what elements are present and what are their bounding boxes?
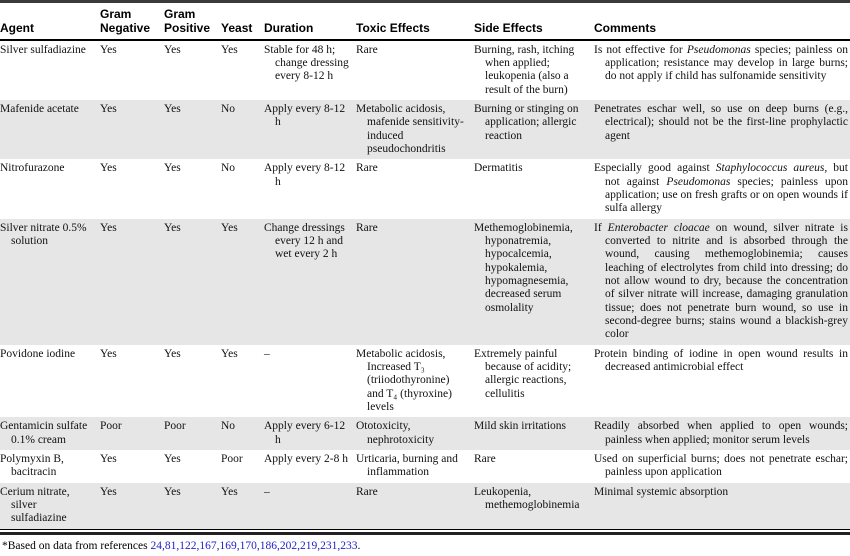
cell-yeast: Yes: [221, 221, 238, 234]
cell-duration: Apply every 8-12 h: [264, 103, 346, 129]
cell-side-effects: Burning, rash, itching when applied; leukopenia (also a result of the burn): [474, 43, 575, 96]
cell-agent: Nitrofurazone: [0, 162, 65, 175]
cell-agent: Cerium nitrate, silver sulfadiazine: [0, 485, 70, 525]
column-header-yeast: Yeast: [221, 2, 264, 40]
cell-comments: Protein binding of iodine in open wound results in decreased antimicrobial effect: [594, 347, 848, 373]
cell-comments: Penetrates eschar well, so use on deep burns (e.g., electrical); should not be the first-line prophylactic agent: [594, 103, 848, 142]
cell-gram-positive: Yes: [164, 162, 181, 175]
column-header-duration: Duration: [264, 2, 356, 40]
table-footnote: [0, 535, 850, 556]
cell-gram-positive: Yes: [164, 452, 181, 465]
cell-duration: –: [264, 485, 270, 498]
cell-comments: Minimal systemic absorption: [594, 485, 729, 498]
cell-agent: Mafenide acetate: [0, 103, 79, 116]
cell-toxic-effects: Rare: [356, 162, 378, 175]
cell-yeast: Yes: [221, 43, 238, 56]
table-row: [0, 219, 850, 345]
cell-side-effects: Dermatitis: [474, 162, 523, 175]
cell-toxic-effects: Rare: [356, 221, 378, 234]
footnote-period: .: [357, 539, 361, 552]
cell-gram-negative: Yes: [100, 485, 117, 498]
cell-agent: Silver nitrate 0.5% solution: [0, 221, 87, 248]
column-header-gram-negative: Gram Negative: [100, 2, 164, 40]
cell-gram-negative: Yes: [100, 162, 117, 175]
cell-gram-negative: Yes: [100, 103, 117, 116]
cell-comments: If Enterobacter cloacae on wound, silver nitrate is converted to nitrite and is absorbed through the wound, causing methemoglobinemia; causes leaching of electrolytes from child into dressing; do not allow wound to dry, because the concentration of silver nitrate will increase, damaging granulation tissue; does not penetrate burn wound, so use in second-degree burns; stains wound a blackish-grey color: [594, 221, 848, 341]
column-header-comments: Comments: [594, 2, 850, 40]
cell-yeast: No: [221, 103, 236, 116]
cell-gram-positive: Yes: [164, 103, 181, 116]
column-header-gram-positive: Gram Positive: [164, 2, 221, 40]
cell-yeast: Yes: [221, 347, 238, 360]
table-row: [0, 40, 850, 100]
cell-toxic-effects: Metabolic acidosis, Increased T₃ (triiodothyronine) and T₄ (thyroxine) levels: [356, 347, 452, 413]
column-header-toxic-effects: Toxic Effects: [356, 2, 474, 40]
cell-yeast: No: [221, 420, 236, 433]
table-row: [0, 345, 850, 418]
cell-gram-negative: Yes: [100, 452, 117, 465]
cell-gram-positive: Yes: [164, 485, 181, 498]
cell-yeast: No: [221, 162, 236, 175]
column-header-side-effects: Side Effects: [474, 2, 594, 40]
cell-gram-positive: Yes: [164, 221, 181, 234]
table-row: [0, 417, 850, 450]
cell-side-effects: Extremely painful because of acidity; allergic reactions, cellulitis: [474, 347, 572, 400]
cell-comments: Especially good against Staphylococcus aureus, but not against Pseudomonas species; painless upon application; use on fresh grafts or on open wounds if sulfa allergy: [594, 162, 848, 215]
cell-gram-negative: Yes: [100, 347, 117, 360]
cell-duration: Stable for 48 h; change dressing every 8-12 h: [264, 43, 349, 83]
column-header-agent: Agent: [0, 2, 100, 40]
cell-yeast: Poor: [221, 452, 243, 465]
table-header-row: [0, 2, 850, 40]
cell-gram-negative: Yes: [100, 221, 117, 234]
cell-agent: Polymyxin B, bacitracin: [0, 452, 64, 479]
cell-toxic-effects: Ototoxicity, nephrotoxicity: [356, 420, 435, 446]
cell-toxic-effects: Rare: [356, 43, 378, 56]
table-row: [0, 483, 850, 529]
cell-duration: Change dressings every 12 h and wet every 2 h: [264, 221, 345, 261]
cell-comments: Readily absorbed when applied to open wounds; painless when applied; monitor serum levels: [594, 420, 848, 446]
cell-gram-positive: Yes: [164, 43, 181, 56]
table-row: [0, 100, 850, 159]
cell-toxic-effects: Urticaria, burning and inflammation: [356, 452, 458, 479]
cell-duration: Apply every 2-8 h: [264, 452, 348, 465]
cell-gram-positive: Poor: [164, 420, 186, 433]
cell-side-effects: Mild skin irritations: [474, 420, 566, 433]
cell-gram-negative: Poor: [100, 420, 122, 433]
cell-gram-positive: Yes: [164, 347, 181, 360]
cell-side-effects: Methemoglobinemia, hyponatremia, hypocalcemia, hypokalemia, hypomagnesemia, decreased serum osmolality: [474, 221, 573, 314]
cell-duration: Apply every 8-12 h: [264, 162, 346, 188]
table-row: [0, 159, 850, 218]
table-header: [0, 2, 850, 40]
table-row: [0, 450, 850, 483]
cell-side-effects: Burning or stinging on application; allergic reaction: [474, 103, 579, 142]
footnote-text: *Based on data from references: [2, 539, 151, 552]
cell-agent: Gentamicin sulfate 0.1% cream: [0, 420, 88, 446]
cell-side-effects: Leukopenia, methemoglobinemia: [474, 485, 580, 511]
cell-comments: Used on superficial burns; does not penetrate eschar; painless upon application: [594, 452, 848, 479]
cell-agent: Povidone iodine: [0, 347, 76, 360]
table-body: [0, 40, 850, 529]
cell-yeast: Yes: [221, 485, 238, 498]
footnote-reference-links[interactable]: 24,81,122,167,169,170,186,202,219,231,233: [150, 539, 358, 552]
cell-comments: Is not effective for Pseudomonas species; painless on application; resistance may develop in large burns; do not apply if child has sulfonamide sensitivity: [594, 43, 849, 83]
cell-toxic-effects: Rare: [356, 485, 378, 498]
cell-gram-negative: Yes: [100, 43, 117, 56]
cell-duration: Apply every 6-12 h: [264, 420, 346, 446]
cell-duration: –: [264, 347, 270, 360]
cell-agent: Silver sulfadiazine: [0, 43, 86, 56]
cell-side-effects: Rare: [474, 452, 496, 465]
cell-toxic-effects: Metabolic acidosis, mafenide sensitivity-induced pseudochondritis: [356, 103, 464, 156]
